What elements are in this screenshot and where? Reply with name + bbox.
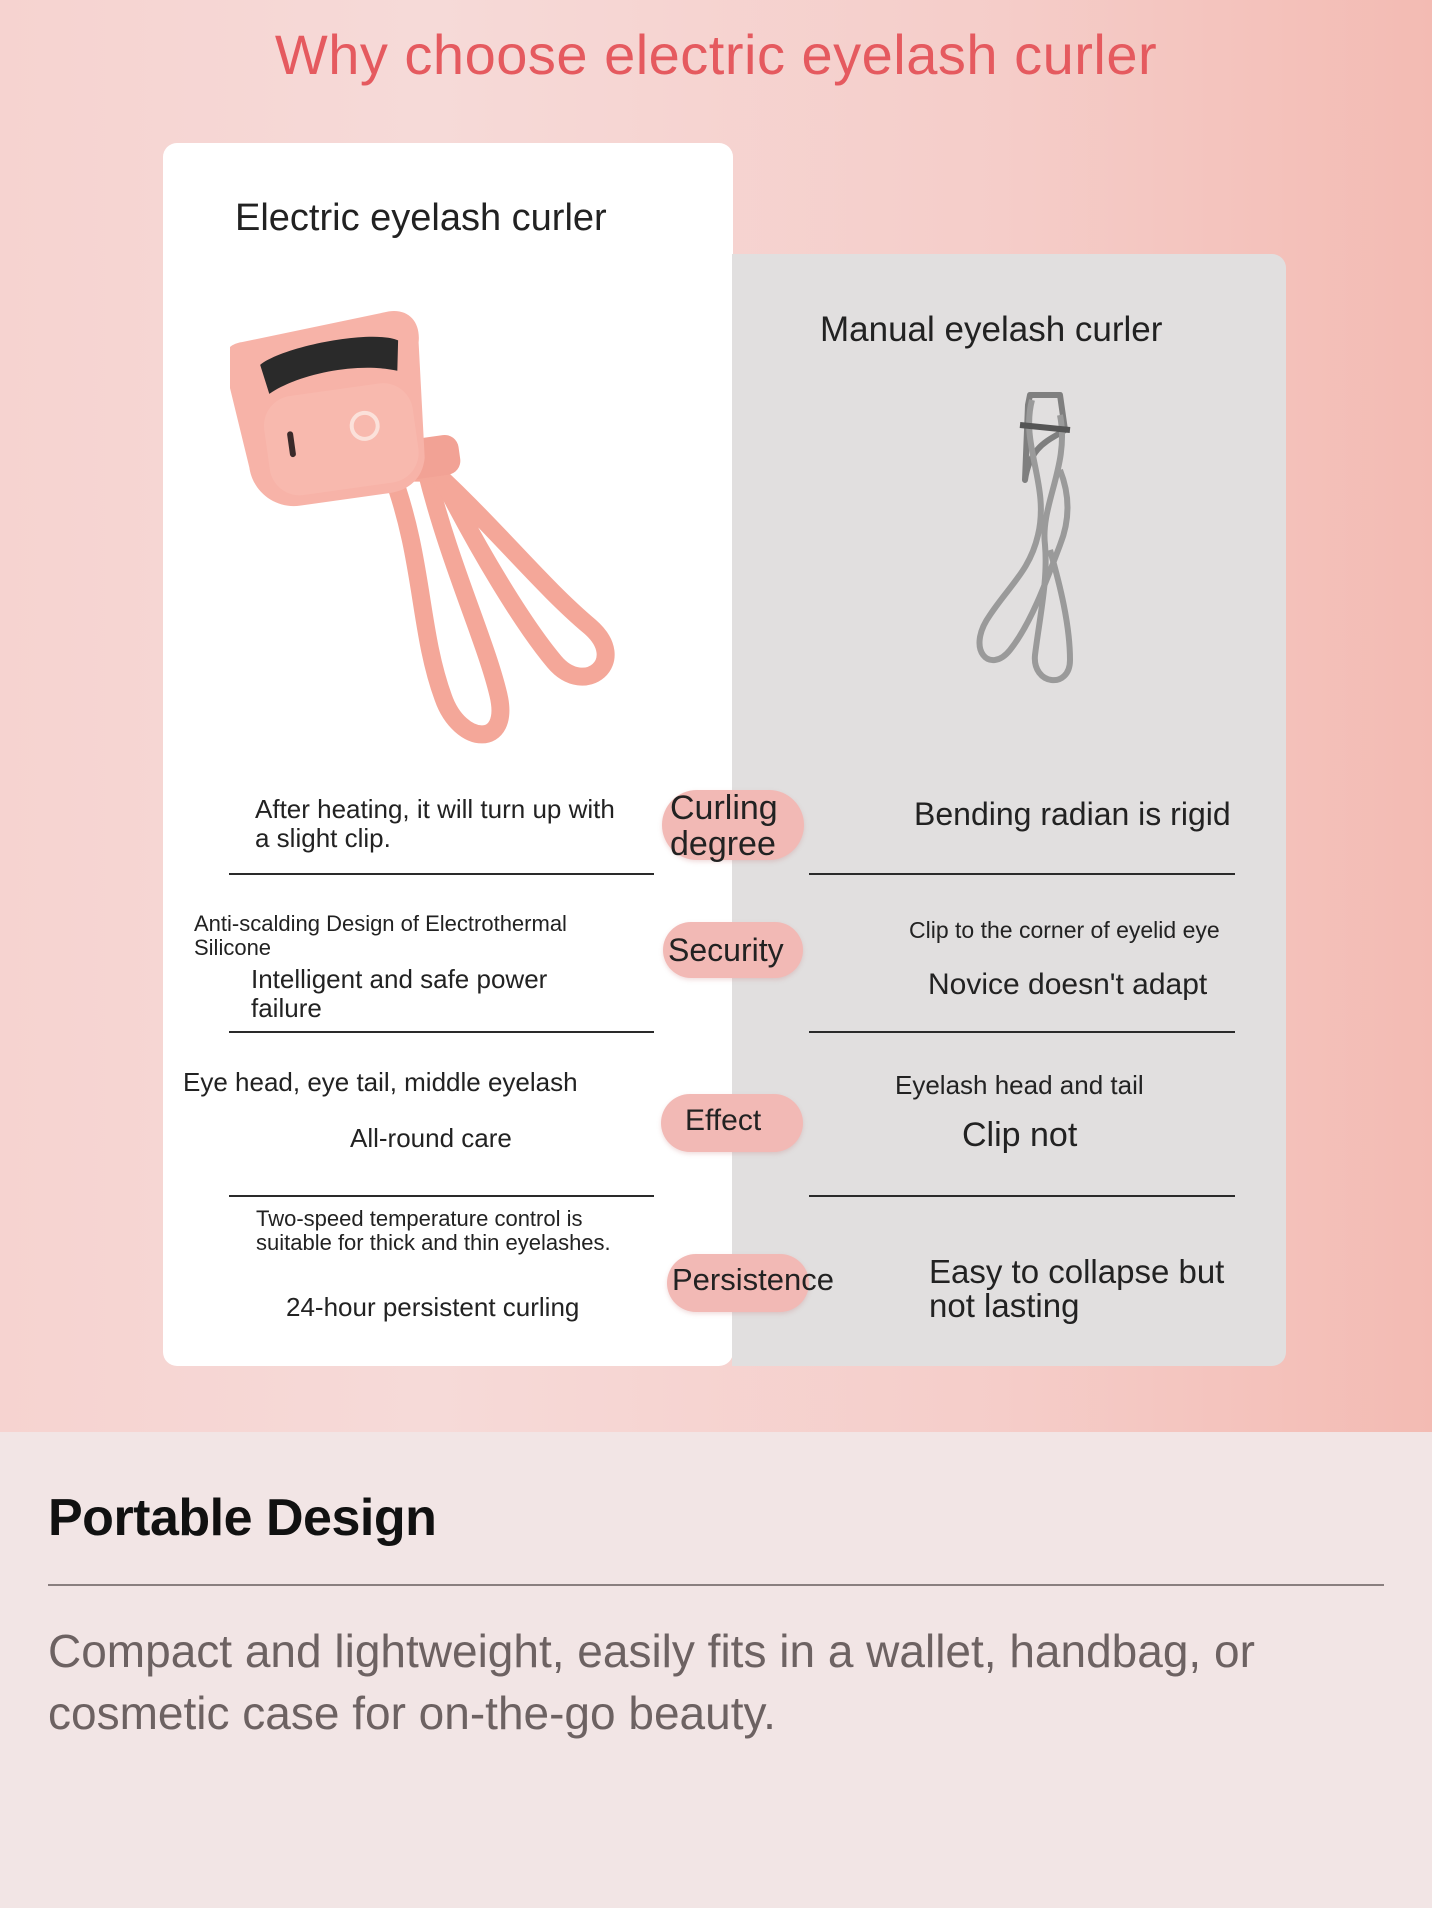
manual-curler-image [920, 385, 1120, 715]
banner-title: Why choose electric eyelash curler [274, 23, 1158, 86]
electric-security-text: Intelligent and safe power failure [251, 964, 548, 1023]
row-divider [809, 1195, 1235, 1197]
row-label-persistence-text: Persistence [672, 1262, 834, 1297]
electric-effect-text: All-round care [350, 1123, 512, 1153]
manual-security-text: Novice doesn't adapt [928, 968, 1208, 1001]
manual-effect-text: Clip not [962, 1116, 1078, 1154]
electric-effect-note: Eye head, eye tail, middle eyelash [183, 1067, 578, 1097]
manual-heading: Manual eyelash curler [820, 310, 1163, 349]
row-label-curling-degree-text: Curling degree [670, 789, 778, 863]
row-divider [809, 1031, 1235, 1033]
row-label-security-text: Security [668, 932, 784, 968]
feature-divider [48, 1584, 1384, 1586]
manual-persistence-text: Easy to collapse but not lasting [929, 1253, 1225, 1324]
electric-heading: Electric eyelash curler [235, 197, 607, 239]
manual-curling-text: Bending radian is rigid [914, 796, 1231, 832]
row-divider [229, 873, 654, 875]
feature-title: Portable Design [48, 1489, 437, 1547]
electric-curling-text: After heating, it will turn up with a slight clip. [255, 794, 615, 853]
manual-effect-note: Eyelash head and tail [895, 1070, 1144, 1100]
electric-security-note: Anti-scalding Design of Electrothermal Silicone [194, 911, 567, 961]
feature-description: Compact and lightweight, easily fits in a wallet, handbag, or cosmetic case for on-the-go beauty. [48, 1625, 1255, 1739]
row-divider [229, 1031, 654, 1033]
electric-persistence-note: Two-speed temperature control is suitable for thick and thin eyelashes. [256, 1206, 611, 1256]
electric-curler-image [230, 295, 670, 765]
electric-persistence-text: 24-hour persistent curling [286, 1292, 580, 1322]
row-label-effect-text: Effect [685, 1104, 762, 1137]
row-divider [809, 873, 1235, 875]
manual-security-note: Clip to the corner of eyelid eye [909, 917, 1220, 943]
row-divider [229, 1195, 654, 1197]
